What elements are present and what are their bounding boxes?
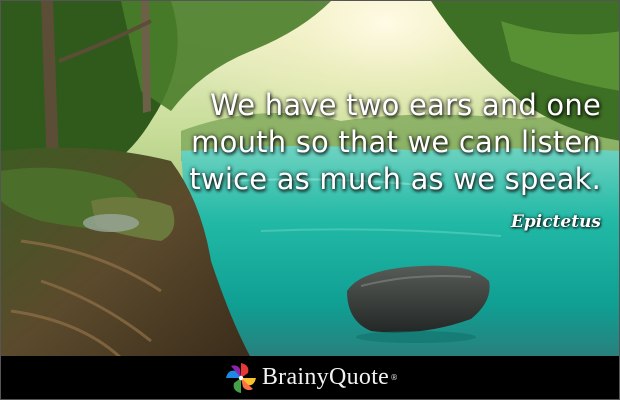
quote-author[interactable]: Epictetus [510, 212, 601, 232]
pinwheel-logo-icon [224, 361, 258, 395]
footer-bar [1, 356, 620, 399]
quote-line: twice as much as we speak. [189, 162, 601, 196]
brand-logo[interactable] [224, 356, 398, 399]
quote-line: We have two ears and one [210, 88, 601, 122]
quote-line: mouth so that we can listen [191, 125, 601, 159]
registered-mark: ® [390, 373, 399, 382]
quote-text [181, 87, 601, 198]
brand-name: BrainyQuote [261, 364, 390, 390]
